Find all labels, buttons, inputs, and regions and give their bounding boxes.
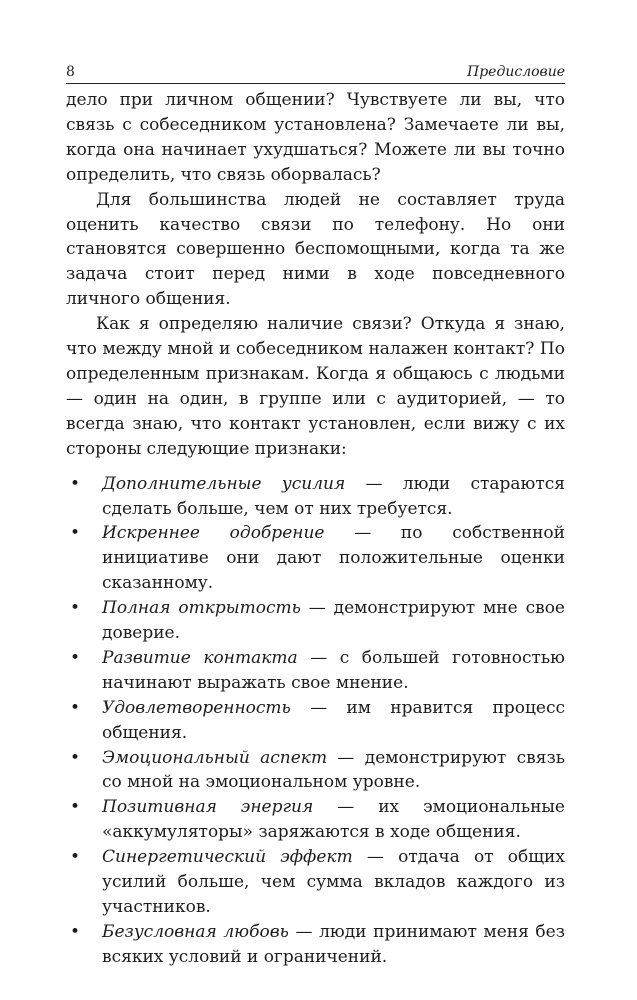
bullet-icon: • <box>70 797 81 818</box>
list-item-text: — отдача от общих усилий больше, чем сумма вкладов каждого из участников. <box>102 847 565 917</box>
list-item-text: — им нравится процесс общения. <box>102 697 565 743</box>
list-item <box>66 746 565 796</box>
list-item-text: — демонстрируют связь со мной на эмоциональном уровне. <box>102 747 565 793</box>
list-item-text: — демонстрируют мне свое доверие. <box>102 598 565 644</box>
page-body <box>66 88 565 970</box>
list-item-term: Синергетический эффект <box>102 847 353 868</box>
list-item-term: Развитие контакта <box>102 647 298 668</box>
paragraph: Для большинства людей не составляет труда оценить качество связи по телефону. Но они становятся совершенно беспомощными, когда та же задача стоит перед ними в ходе повседневного личного общения. <box>66 189 565 310</box>
bullet-icon: • <box>70 747 81 768</box>
list-item-term: Безусловная любовь <box>102 921 289 942</box>
running-title: Предисловие <box>467 64 565 80</box>
list-item-term: Позитивная энергия <box>102 797 314 818</box>
paragraph: Как я определяю наличие связи? Откуда я знаю, что между мной и собеседником налажен контакт? По определенным признакам. Когда я общаюсь с людьми — один на один, в группе или с аудиторией, — то всегда знаю, что контакт установлен, если вижу с их стороны следующие признаки: <box>66 314 565 459</box>
list-item-term: Удовлетворенность <box>102 697 291 718</box>
list-item <box>66 646 565 696</box>
page-header <box>66 63 565 84</box>
list-item <box>66 472 565 522</box>
list-item <box>66 795 565 845</box>
list-item-term: Дополнительные усилия <box>102 473 346 494</box>
list-item <box>66 696 565 746</box>
bullet-icon: • <box>70 847 81 868</box>
list-item-term: Эмоциональный аспект <box>102 747 328 768</box>
bullet-icon: • <box>70 473 81 494</box>
signs-list <box>66 472 565 970</box>
bullet-icon: • <box>70 647 81 668</box>
list-item-text: — с большей готовностью начинают выражать свое мнение. <box>102 647 565 693</box>
list-item-text: — люди стараются сделать больше, чем от них требуется. <box>102 473 565 519</box>
list-item-text: — их эмоциональные «аккумуляторы» заряжаются в ходе общения. <box>102 797 565 843</box>
bullet-icon: • <box>70 921 81 942</box>
bullet-icon: • <box>70 598 81 619</box>
bullet-icon: • <box>70 697 81 718</box>
list-item-text: — по собственной инициативе они дают положительные оценки сказанному. <box>102 523 565 594</box>
page-number: 8 <box>66 64 75 80</box>
paragraph-continuation: дело при личном общении? Чувствуете ли вы, что связь с собеседником установлена? Замечаете ли вы, когда она начинает ухудшаться? Можете ли вы точно определить, что связь оборвалась? <box>66 90 565 185</box>
list-item <box>66 596 565 646</box>
list-item-term: Полная открытость <box>102 598 301 619</box>
list-item <box>66 845 565 920</box>
list-item-term: Искреннее одобрение <box>102 523 325 544</box>
bullet-icon: • <box>70 523 81 544</box>
list-item <box>66 521 565 596</box>
list-item-text: — люди принимают меня без всяких условий и ограничений. <box>102 921 565 967</box>
list-item <box>66 920 565 970</box>
